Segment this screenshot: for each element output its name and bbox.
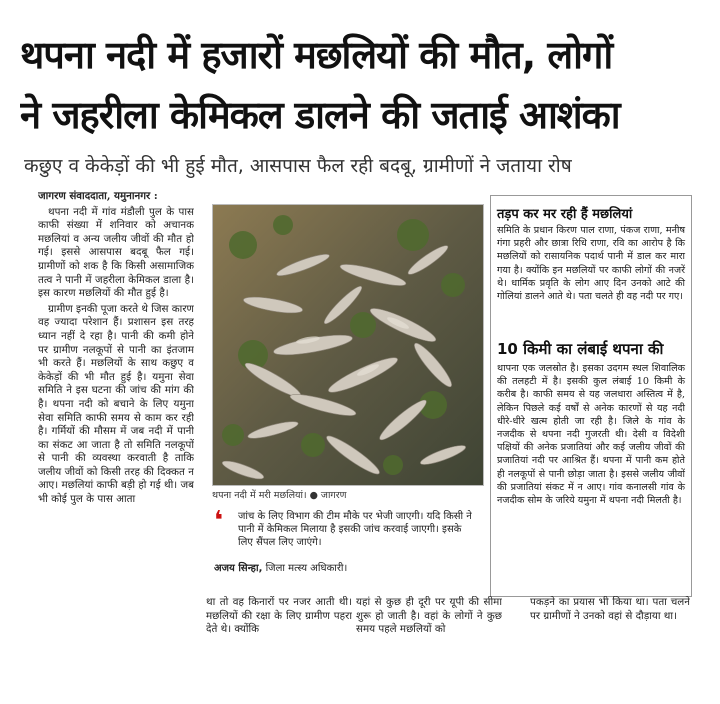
quote-text: जांच के लिए विभाग की टीम मौके पर भेजी जाएगी। यदि किसी ने पानी में केमिकल मिलाया है इसकी जांच करवाई जाएगी। इसके लिए सैंपल लिए जाएंगे। xyxy=(238,511,472,548)
dead-fish-photo xyxy=(212,204,484,486)
quote-author-name: अजय सिन्हा, xyxy=(214,563,263,574)
headline-line-1: थपना नदी में हजारों मछलियों की मौत, लोगों xyxy=(20,33,613,77)
subheading: कछुए व केकेड़ों की भी हुई मौत, आसपास फैल रही बदबू, ग्रामीणों ने जताया रोष xyxy=(24,155,572,177)
quote-author-title: जिला मत्स्य अधिकारी। xyxy=(265,563,348,574)
headline-line-2: ने जहरीला केमिकल डालने की जताई आशंका xyxy=(20,93,620,137)
sidebar-heading-1: तड़प कर मर रही हैं मछलियां xyxy=(497,207,633,222)
bottom-column-2: यहां से कुछ ही दूरी पर यूपी की सीमा शुरू हो जाती है। वहां के लोगों ने कुछ समय पहले मछलियों को xyxy=(356,596,502,636)
sidebar-heading-2: 10 किमी का लंबाई थपना की xyxy=(497,340,664,358)
sidebar-text-1: समिति के प्रधान किरण पाल राणा, पंकज राणा, मनीष गंगा प्रहरी और छात्रा रिधि राणा, रवि का आरोप है कि मछलियों को रासायनिक पदार्थ पानी में डाल कर मारा गया है। क्योंकि इन मछलियों पर काफी लोगों की नजरें थे। धार्मिक प्रवृति के लोग आए दिन उनको आटे की गोलियां डालने आते थे। पता चलते ही वह नदी पर गए। xyxy=(497,225,685,303)
bottom-column-3: पकड़ने का प्रयास भी किया था। पता चलने पर ग्रामीणों ने उनको वहां से दौड़ाया था। xyxy=(530,596,690,622)
article-paragraph: ग्रामीण इनकी पूजा करते थे जिस कारण वह ज्यादा परेशान हैं। प्रशासन इस तरह ध्यान नहीं दे रहा है। पानी की कमी होने पर ग्रामीण नलकूपों से पानी का इंतजाम भी करते हैं। मछलियों के साथ कछुए व केकेड़ों की भी मौत हुई है। यमुना सेवा समिति ने इस घटना की जांच की मांग की है। थपना नदी को बचाने के लिए यमुना सेवा समिति काफी समय से काम कर रही है। गर्मियों की मौसम में जब नदी में पानी का संकट आ जाता है तो समिति नलकूपों से पानी की व्यवस्था करवाती है ताकि जलीय जीवों को किसी तरह की दिक्कत न आए। मछलियां काफी बड़ी हो गई थी। जब भी कोई पुल के पास आता xyxy=(38,302,194,506)
photo-caption: थपना नदी में मरी मछलियां। ● जागरण xyxy=(212,490,347,501)
byline: जागरण संवाददाता, यमुनानगर : xyxy=(38,190,158,202)
sidebar-box xyxy=(490,195,692,597)
main-article-column xyxy=(38,190,194,644)
article-paragraph: थपना नदी में गांव मंडौली पुल के पास काफी संख्या में शनिवार को अचानक मछलियां व अन्य जलीय जीवों की मौत हो गई। इससे आसपास बदबू फैल गई। ग्रामीणों को शक है कि किसी असामाजिक तत्व ने पानी में जहरीला केमिकल डाला है। इस कारण मछलियों की मौत हुई है। xyxy=(38,205,194,300)
quote-mark-icon: ❛ xyxy=(214,506,224,536)
official-quote xyxy=(212,508,482,588)
bottom-column-1: था तो वह किनारों पर नजर आती थी। मछलियों की रक्षा के लिए ग्रामीण पहरा देते थे। क्योंकि xyxy=(206,596,352,636)
sidebar-text-2: थापना एक जलस्रोत है। इसका उदगम स्थल शिवालिक की तलहटी में है। इसकी कुल लंबाई 10 किमी के करीब है। काफी समय से यह जलधारा अस्तित्व में है, लेकिन पिछले कई वर्षों से अनेक कारणों से यह नदी धीरे-धीरे खत्म होती जा रही है। जिले के गांव के नजदीक से थपना नदी गुजरती थी। देसी व विदेशी पक्षियों की अनेक प्रजातियां और कई जलीय जीवों की प्रजातियां नदी पर आश्रित हैं। थपना में पानी कम होते ही नलकूपों से पानी छोड़ा जाता है। इससे जलीय जीवों की प्रजातियां संकट में न आए। गांव कनालसी गांव के नजदीक सोम के जरिये यमुना में थपना नदी मिलती है। xyxy=(497,363,685,507)
quote-author xyxy=(214,562,482,575)
